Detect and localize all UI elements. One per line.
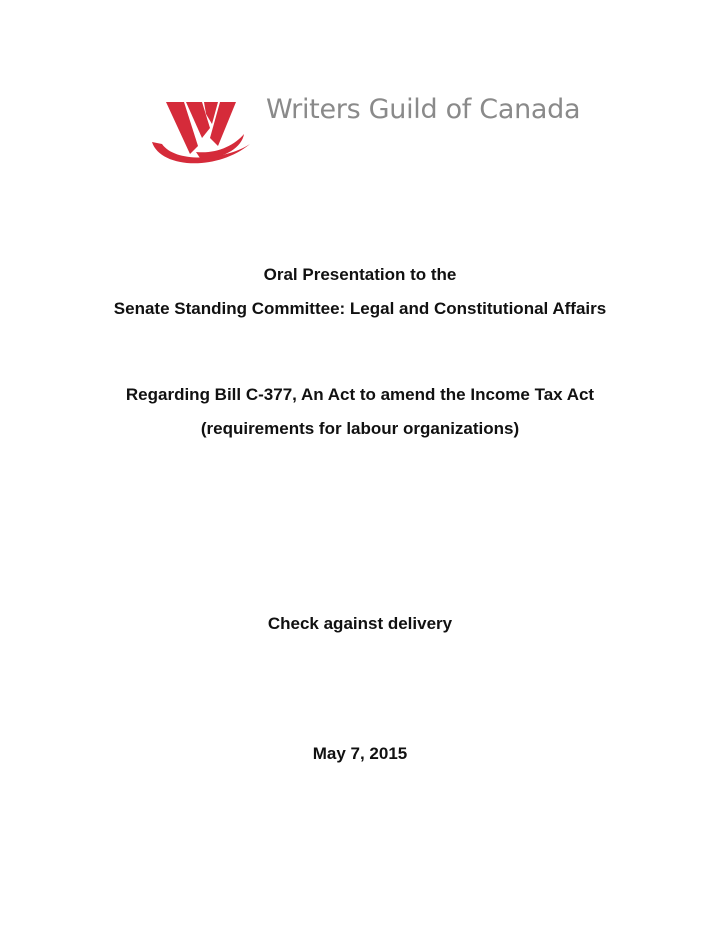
title-line-4: (requirements for labour organizations) [200, 419, 520, 438]
logo [146, 94, 586, 174]
document-date: May 7, 2015 [312, 744, 408, 763]
writers-guild-logo-icon [146, 94, 258, 170]
title-line-1: Oral Presentation to the [263, 265, 457, 284]
title-line-2: Senate Standing Committee: Legal and Constitutional Affairs [113, 299, 607, 318]
delivery-note: Check against delivery [267, 614, 453, 633]
org-name: Writers Guild of Canada [266, 94, 581, 125]
title-line-3: Regarding Bill C-377, An Act to amend the Income Tax Act [125, 385, 595, 404]
